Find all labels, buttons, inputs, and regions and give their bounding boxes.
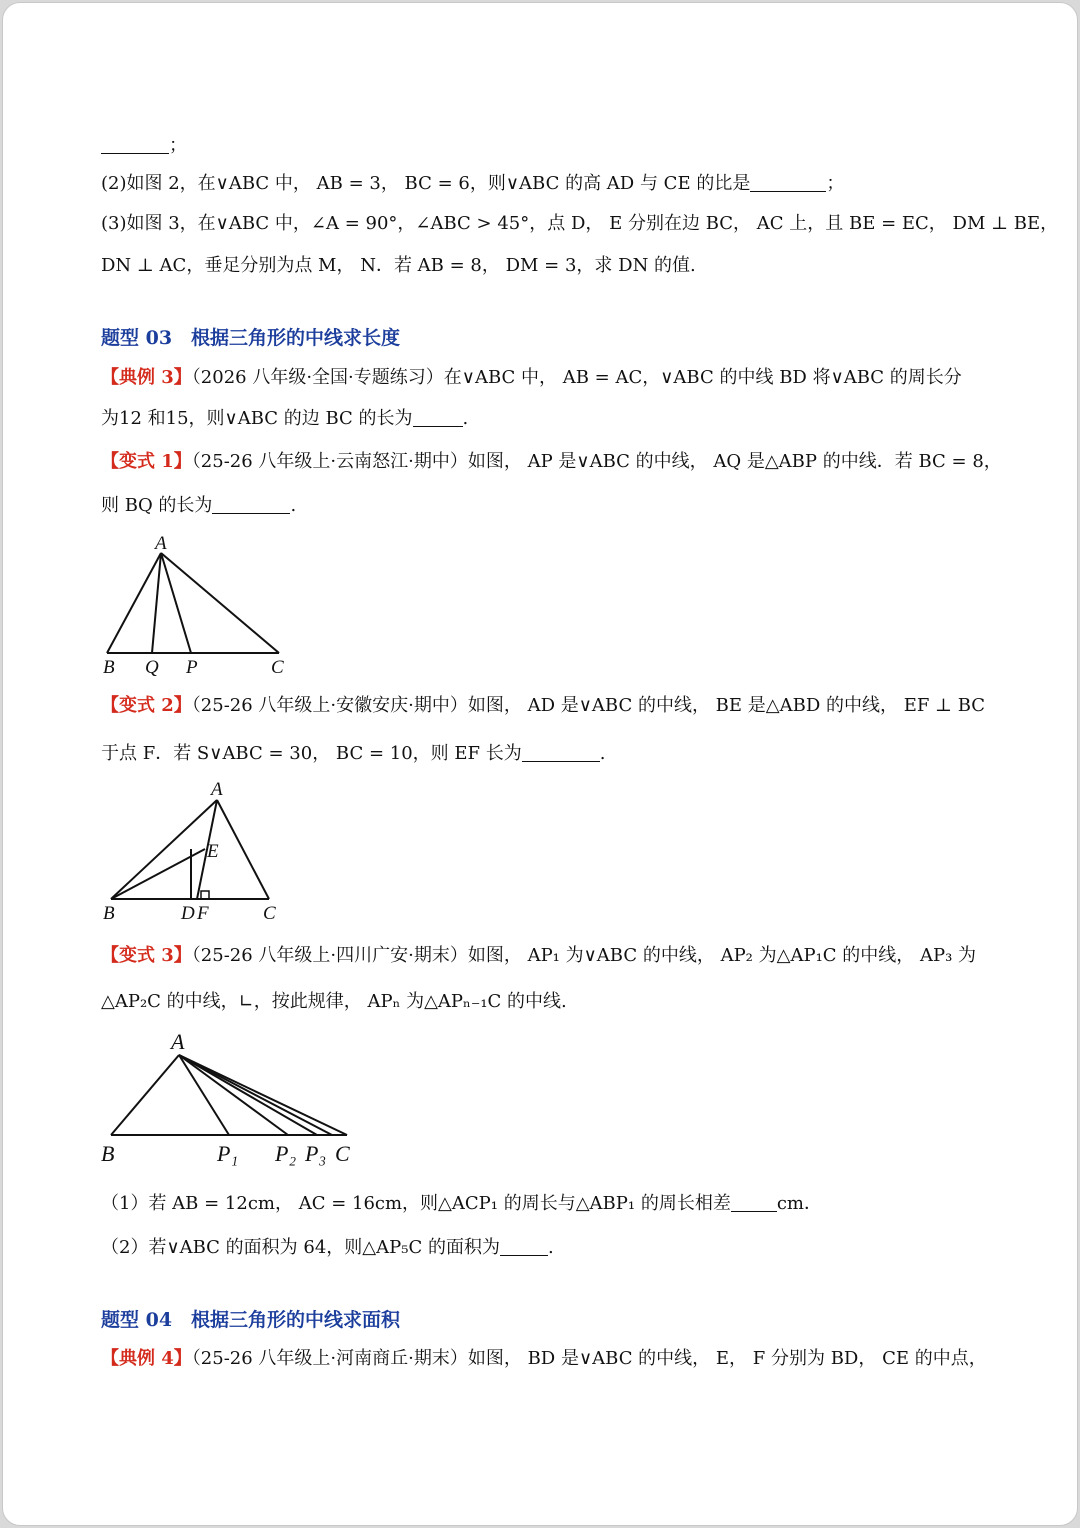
label-a: A <box>171 1029 185 1054</box>
label-p: P <box>186 657 198 678</box>
label-e: E <box>207 841 219 862</box>
label-p1: P₁ <box>217 1141 239 1166</box>
variant-3-question-2: （2）若∨ABC 的面积为 64，则△AP₅C 的面积为 . <box>101 1237 554 1258</box>
variant-3-cont: △AP₂C 的中线，∟，按此规律， APₙ 为△APₙ₋₁C 的中线. <box>101 991 567 1012</box>
answer-blank[interactable] <box>101 135 169 154</box>
question-2-part-3: (3)如图 3，在∨ABC 中，∠A = 90°，∠ABC > 45°，点 D， E 分别在边 BC， AC 上，且 BE = EC， DM ⊥ BE， <box>101 213 1059 234</box>
label-q: Q <box>145 657 159 678</box>
label-b: B <box>103 903 115 924</box>
label-f: F <box>197 903 209 924</box>
answer-blank[interactable] <box>212 495 290 514</box>
figure-triangle-median-2 <box>93 773 293 928</box>
example-4: 【典例 4】（25-26 八年级上·河南商丘·期末）如图， BD 是∨ABC 的中线， E， F 分别为 BD， CE 的中点， <box>101 1348 987 1369</box>
answer-blank[interactable] <box>731 1193 777 1212</box>
figure-triangle-median-1 <box>93 528 303 683</box>
section-heading-type03: 题型 03 根据三角形的中线求长度 <box>101 327 401 349</box>
figure-triangle-median-3 <box>93 1025 373 1171</box>
label-a: A <box>211 779 223 800</box>
variant-3: 【变式 3】（25-26 八年级上·四川广安·期末）如图， AP₁ 为∨ABC 的中线， AP₂ 为△AP₁C 的中线， AP₃ 为 <box>101 945 977 966</box>
answer-blank[interactable] <box>413 408 463 427</box>
label-d: D <box>181 903 195 924</box>
variant-2-cont: 于点 F．若 S∨ABC = 30， BC = 10，则 EF 长为 . <box>101 743 606 764</box>
variant-2: 【变式 2】（25-26 八年级上·安徽安庆·期中）如图， AD 是∨ABC 的中线， BE 是△ABD 的中线， EF ⊥ BC <box>101 695 986 716</box>
question-2-part-3-cont: DN ⊥ AC，垂足分别为点 M， N．若 AB = 8， DM = 3，求 DN 的值. <box>101 255 696 276</box>
example-3: 【典例 3】（2026 八年级·全国·专题练习）在∨ABC 中， AB = AC，∨ABC 的中线 BD 将∨ABC 的周长分 <box>101 367 962 388</box>
label-c: C <box>263 903 276 924</box>
variant-1: 【变式 1】（25-26 八年级上·云南怒江·期中）如图， AP 是∨ABC 的中线， AQ 是△ABP 的中线．若 BC = 8， <box>101 451 1002 472</box>
label-c: C <box>335 1141 350 1166</box>
label-b: B <box>103 657 115 678</box>
label-p2: P₂ <box>275 1141 297 1166</box>
answer-blank[interactable] <box>500 1237 548 1256</box>
label-b: B <box>101 1141 115 1166</box>
label-p3: P₃ <box>305 1141 327 1166</box>
label-c: C <box>271 657 284 678</box>
answer-blank[interactable] <box>750 173 826 192</box>
variant-3-question-1: （1）若 AB = 12cm， AC = 16cm，则△ACP₁ 的周长与△ABP₁ 的周长相差 cm． <box>101 1193 822 1214</box>
question-2-part-2: (2)如图 2，在∨ABC 中， AB = 3， BC = 6，则∨ABC 的高 AD 与 CE 的比是 ； <box>101 173 845 194</box>
variant-1-cont: 则 BQ 的长为 . <box>101 495 297 516</box>
label-a: A <box>155 533 167 554</box>
answer-blank[interactable] <box>522 743 600 762</box>
answer-line: ； <box>101 133 187 159</box>
section-heading-type04: 题型 04 根据三角形的中线求面积 <box>101 1309 401 1331</box>
example-3-cont: 为12 和15，则∨ABC 的边 BC 的长为 . <box>101 408 469 429</box>
document-page <box>2 2 1078 1526</box>
